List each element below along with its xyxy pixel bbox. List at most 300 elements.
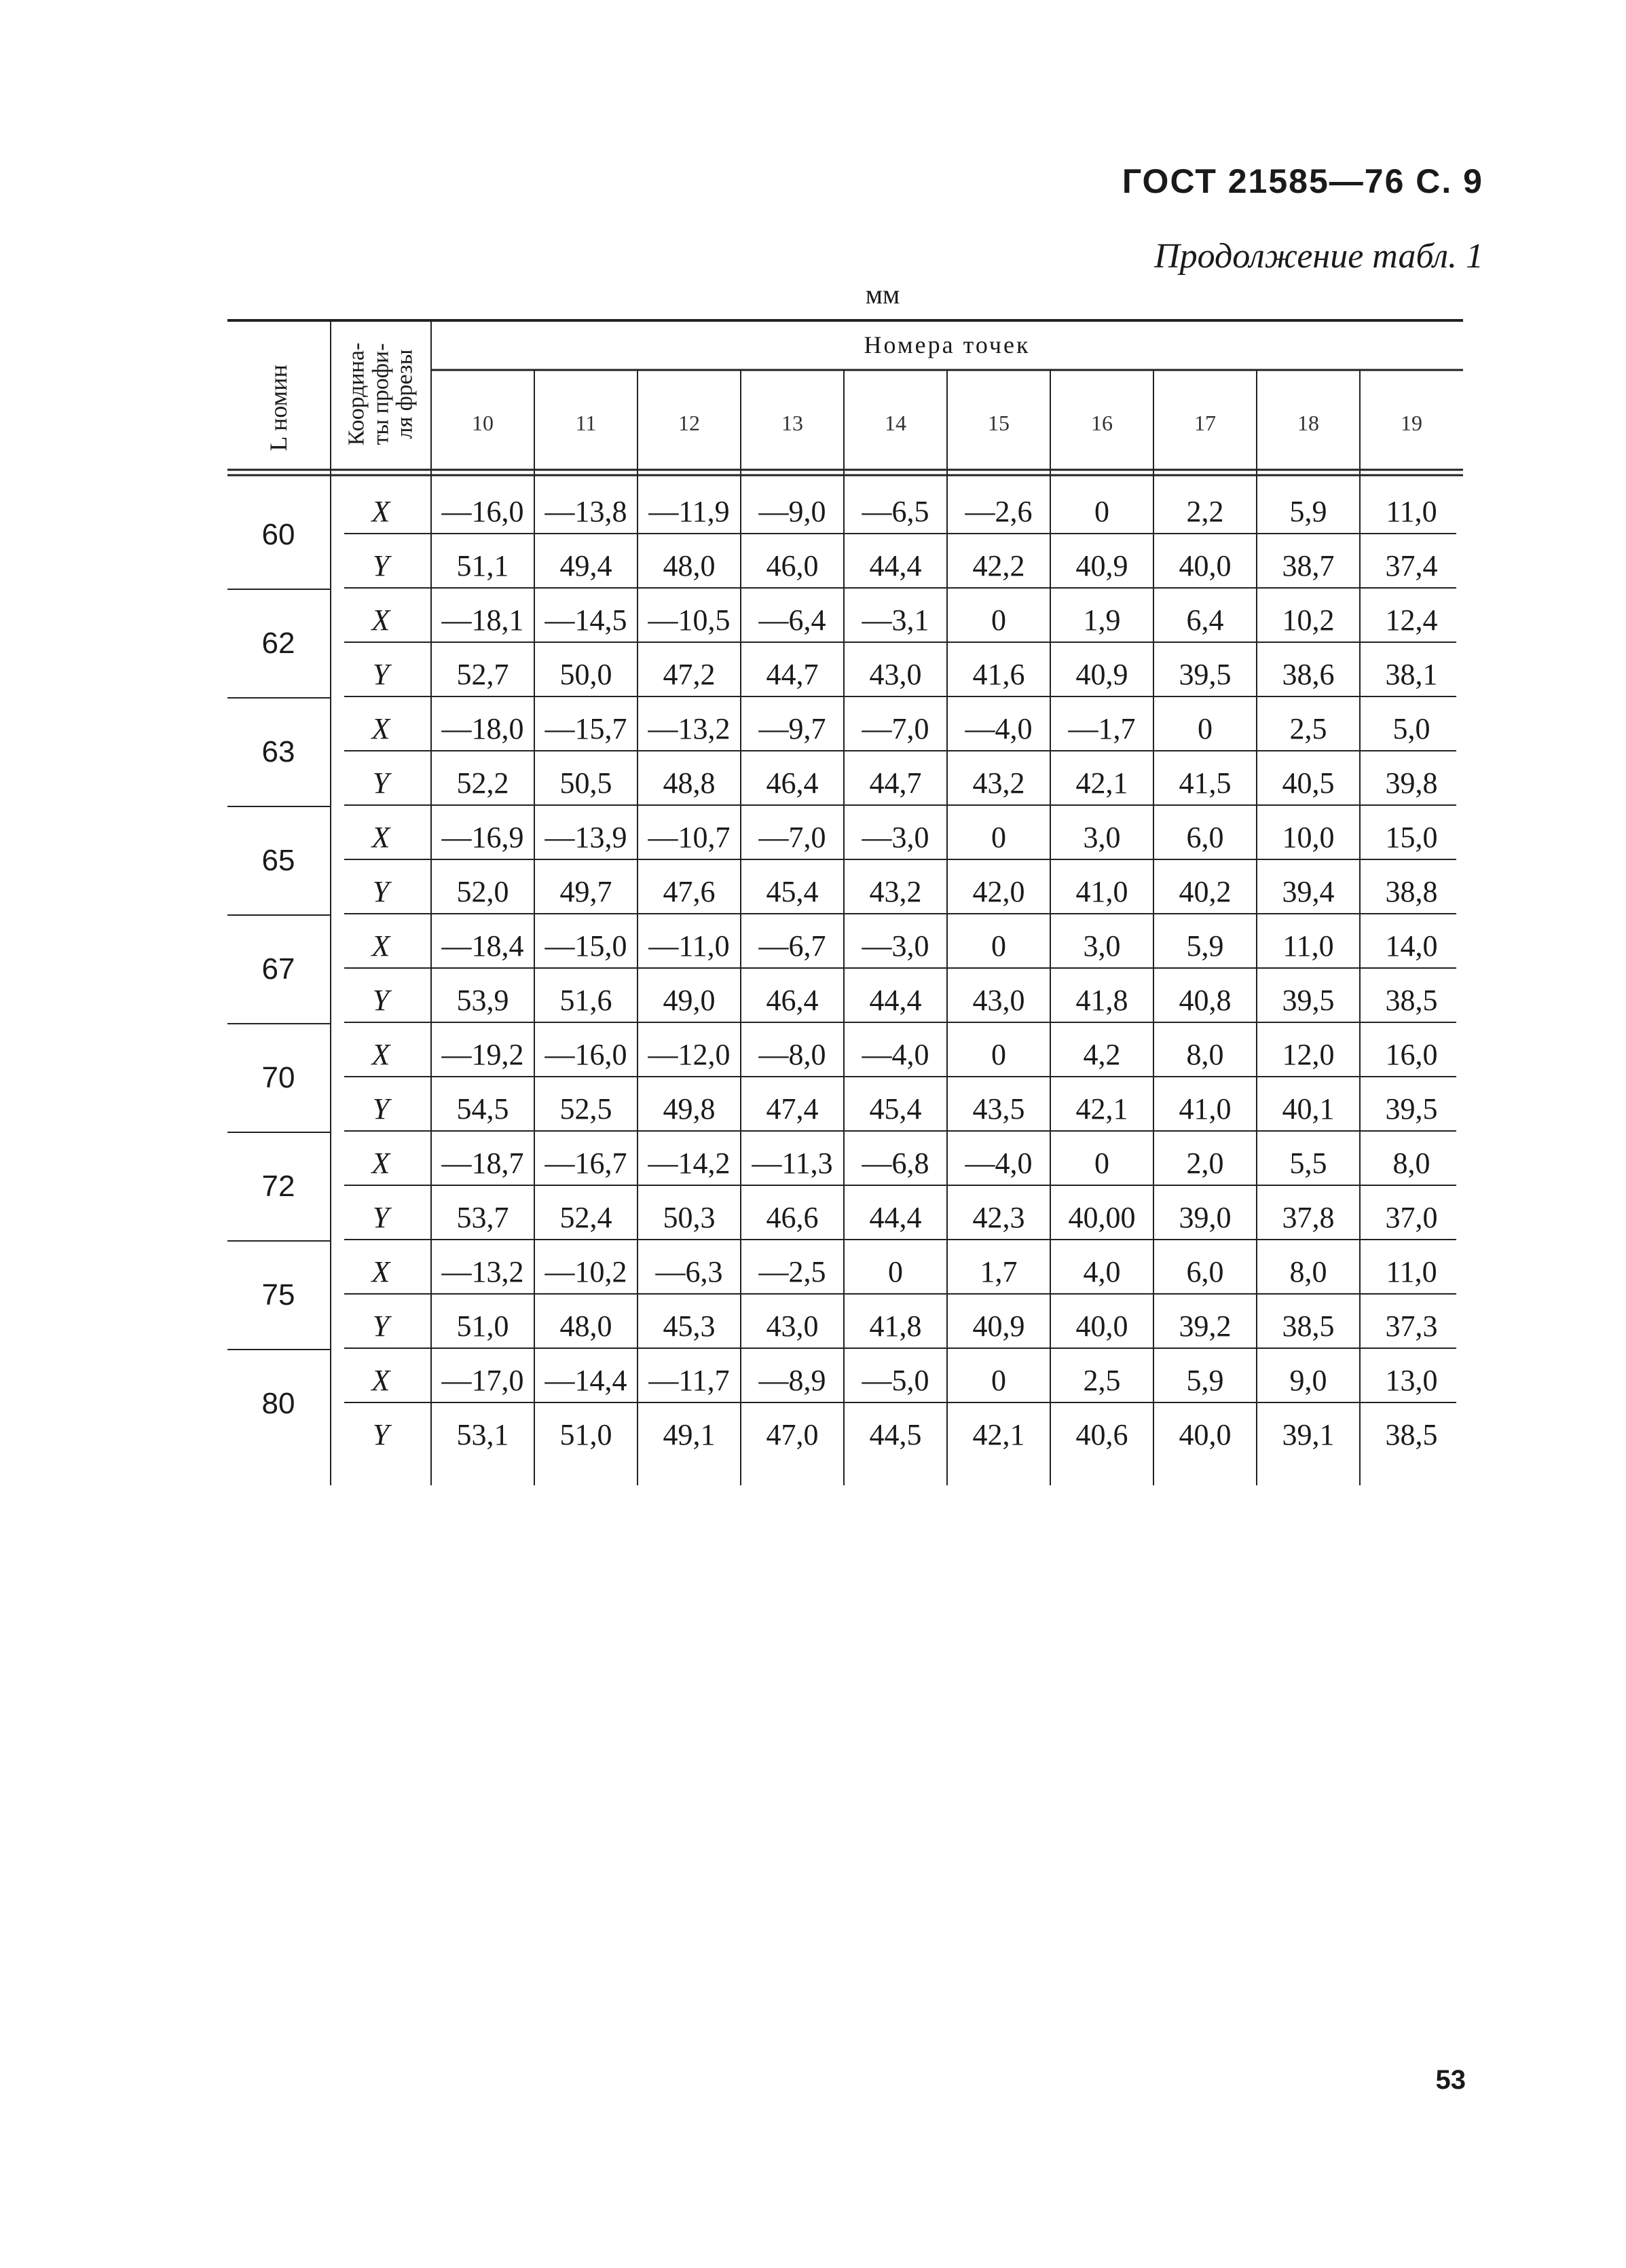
cell-value: 39,2 [1179,1309,1232,1343]
cell-value: 48,8 [663,766,716,800]
cell-value: 44,7 [869,766,922,800]
cell-value: 9,0 [1289,1364,1327,1397]
table-cell [638,973,741,1018]
table-cell [431,593,534,638]
cell-value: —3,0 [862,821,929,854]
point-number-17: 17 [1194,411,1216,435]
table-cell [431,1028,534,1073]
cell-value: —16,0 [544,1038,627,1071]
table-cell [1257,756,1360,801]
cell-value: 41,6 [972,658,1025,691]
cell-value: 40,9 [972,1309,1025,1343]
cell-value: —5,0 [862,1364,929,1397]
table-cell [1257,1354,1360,1398]
table-cell [638,811,741,855]
cell-value: 3,0 [1083,821,1121,854]
table-cell [431,1299,534,1344]
table-cell [638,865,741,910]
cell-value: 49,7 [559,875,612,908]
coordinate-axis-text: X [371,1147,390,1180]
cell-value: 48,0 [663,549,716,582]
table-cell [638,539,741,584]
table-cell [947,539,1050,584]
cell-value: 51,0 [559,1418,612,1451]
coordinate-x-label [331,485,431,529]
cell-value: 2,5 [1083,1364,1121,1397]
table-cell [1257,1136,1360,1181]
cell-value: —6,8 [862,1147,929,1180]
coordinate-axis-text: Y [372,1201,390,1234]
table-cell [1257,1191,1360,1235]
coordinate-y-label [331,1299,431,1344]
table-cell [741,1299,844,1344]
table-cell [534,702,638,747]
cell-value: 10,2 [1282,603,1335,637]
table-cell [1360,1408,1463,1453]
point-number-16: 16 [1091,411,1113,435]
coordinate-y-label [331,756,431,801]
table-cell [1360,485,1463,529]
cell-value: 0 [1094,495,1109,528]
cell-value: —14,4 [544,1364,627,1397]
coordinate-x-label [331,702,431,747]
table-cell [741,1191,844,1235]
cell-value: 52,4 [559,1201,612,1234]
cell-value: 39,1 [1282,1418,1335,1451]
cell-value: 45,4 [869,1092,922,1126]
cell-value: 39,4 [1282,875,1335,908]
table-cell [1257,811,1360,855]
cell-value: 42,1 [972,1418,1025,1451]
point-number-14: 14 [885,411,906,435]
cell-value: 47,0 [766,1418,819,1451]
cell-value: 46,6 [766,1201,819,1234]
table-cell [947,1354,1050,1398]
table-cell [844,1245,947,1290]
table-cell [431,485,534,529]
table-cell [534,973,638,1018]
table-cell [947,593,1050,638]
table-cell [431,756,534,801]
coordinate-axis-text: Y [372,984,390,1017]
table-cell [947,1136,1050,1181]
table-cell [741,702,844,747]
table-cell [534,1191,638,1235]
cell-value: 43,2 [869,875,922,908]
cell-value: 0 [991,821,1006,854]
coordinate-axis-text: X [371,1038,390,1071]
cell-value: —7,0 [758,821,826,854]
cell-value: 0 [888,1255,903,1288]
table-cell [741,539,844,584]
cell-value: 53,1 [456,1418,509,1451]
cell-value: —19,2 [441,1038,524,1071]
cell-value: 45,3 [663,1309,716,1343]
cell-value: 6,4 [1186,603,1224,637]
cell-value: 4,0 [1083,1255,1121,1288]
coordinate-axis-text: Y [372,1092,390,1126]
cell-value: 3,0 [1083,929,1121,963]
table-cell [741,973,844,1018]
table-cell [947,756,1050,801]
table-cell [431,811,534,855]
table-cell [741,648,844,692]
table-cell [1153,593,1257,638]
cell-value: 43,0 [869,658,922,691]
table-cell [1050,539,1153,584]
table-cell [431,1408,534,1453]
table-cell [638,1191,741,1235]
coordinate-y-label [331,539,431,584]
coordinate-header: Координа- ты профи- ля фрезы [344,342,418,446]
table-cell [1153,539,1257,584]
cell-value: 10,0 [1282,821,1335,854]
table-cell [1360,1191,1463,1235]
cell-value: 44,5 [869,1418,922,1451]
table-cell [1050,919,1153,964]
cell-value: 44,4 [869,549,922,582]
coordinate-y-label [331,1408,431,1453]
cell-value: —10,7 [648,821,731,854]
table-cell [534,539,638,584]
cell-value: —17,0 [441,1364,524,1397]
table-cell [741,485,844,529]
table-continuation-label: Продолжение табл. 1 [1154,237,1483,276]
cell-value: 5,5 [1289,1147,1327,1180]
cell-value: 12,0 [1282,1038,1335,1071]
coordinate-axis-text: X [371,712,390,745]
table-cell [534,648,638,692]
cell-value: 41,8 [869,1309,922,1343]
cell-value: —2,5 [758,1255,826,1288]
coordinate-axis-text: Y [372,549,390,582]
point-number-15: 15 [988,411,1010,435]
coordinate-y-label [331,865,431,910]
table-cell [947,919,1050,964]
table-cell [844,973,947,1018]
table-cell [431,1191,534,1235]
cell-value: 0 [991,1038,1006,1071]
cell-value: 42,1 [1075,1092,1128,1126]
cell-value: 52,2 [456,766,509,800]
cell-value: —13,8 [544,495,627,528]
cell-value: —4,0 [965,712,1033,745]
table-cell [534,865,638,910]
cell-value: —6,7 [758,929,826,963]
cell-value: 39,5 [1385,1092,1438,1126]
cell-value: 53,7 [456,1201,509,1234]
cell-value: 49,0 [663,984,716,1017]
table-cell [638,702,741,747]
table-cell [1257,1028,1360,1073]
l-nominal-value: 63 [261,735,295,768]
table-cell [844,1082,947,1127]
table-cell [1257,919,1360,964]
table-cell [534,811,638,855]
table-cell [1257,865,1360,910]
table-cell [1050,1354,1153,1398]
cell-value: 1,7 [980,1255,1018,1288]
cell-value: 37,3 [1385,1309,1438,1343]
cell-value: 49,1 [663,1418,716,1451]
l-nominal-value: 62 [261,627,295,660]
table-cell [431,648,534,692]
table-cell [741,919,844,964]
cell-value: 48,0 [559,1309,612,1343]
cell-value: 42,0 [972,875,1025,908]
cell-value: 6,0 [1186,1255,1224,1288]
cell-value: 51,0 [456,1309,509,1343]
cell-value: 40,0 [1179,549,1232,582]
table-cell [1050,1299,1153,1344]
table-cell [1050,702,1153,747]
table-cell [431,1136,534,1181]
cell-value: 52,7 [456,658,509,691]
cell-value: 44,7 [766,658,819,691]
cell-value: 50,5 [559,766,612,800]
table-cell [1153,1136,1257,1181]
cell-value: 50,0 [559,658,612,691]
l-nominal-value: 67 [261,952,295,986]
cell-value: —16,9 [441,821,524,854]
table-cell [1153,1354,1257,1398]
cell-value: —2,6 [965,495,1033,528]
cell-value: 40,2 [1179,875,1232,908]
cell-value: 40,1 [1282,1092,1335,1126]
table-cell [1360,539,1463,584]
coordinate-axis-text: Y [372,1309,390,1343]
cell-value: 45,4 [766,875,819,908]
table-cell [844,485,947,529]
cell-value: 8,0 [1289,1255,1327,1288]
points-header: Номера точек [864,331,1031,358]
table-cell [844,1136,947,1181]
point-number-10: 10 [472,411,494,435]
table-cell [741,756,844,801]
cell-value: 11,0 [1386,1255,1437,1288]
cell-value: 11,0 [1282,929,1334,963]
cell-value: 0 [991,603,1006,637]
table-cell [1153,485,1257,529]
cell-value: 43,0 [972,984,1025,1017]
cell-value: —8,0 [758,1038,826,1071]
table-cell [534,1245,638,1290]
cell-value: 12,4 [1385,603,1438,637]
table-cell [431,919,534,964]
point-number-11: 11 [575,411,597,435]
table-cell [1360,1245,1463,1290]
table-cell [431,973,534,1018]
cell-value: 39,5 [1282,984,1335,1017]
cell-value: 8,0 [1392,1147,1430,1180]
coordinate-x-label [331,1245,431,1290]
cell-value: 39,8 [1385,766,1438,800]
table-cell [1257,1408,1360,1453]
table-cell [1257,973,1360,1018]
table-cell [534,1136,638,1181]
cell-value: —7,0 [862,712,929,745]
point-number-12: 12 [678,411,700,435]
cell-value: 0 [991,929,1006,963]
table-cell [947,1082,1050,1127]
table-cell [1153,648,1257,692]
table-cell [638,756,741,801]
cell-value: —3,1 [862,603,929,637]
cell-value: 41,0 [1179,1092,1232,1126]
cell-value: 44,4 [869,984,922,1017]
table-cell [1360,1136,1463,1181]
table-cell [844,593,947,638]
table-cell [947,485,1050,529]
table-cell [534,1354,638,1398]
table-cell [741,1082,844,1127]
cell-value: 52,0 [456,875,509,908]
cell-value: 0 [991,1364,1006,1397]
cell-value: 0 [1198,712,1213,745]
table-cell [534,756,638,801]
table-cell [844,811,947,855]
table-cell [844,539,947,584]
coordinate-axis-text: X [371,929,390,963]
coordinate-x-label [331,1354,431,1398]
cell-value: 49,4 [559,549,612,582]
cell-value: 46,4 [766,984,819,1017]
table-cell [1050,593,1153,638]
table-cell [1360,593,1463,638]
table-cell [1153,1299,1257,1344]
cell-value: —13,2 [441,1255,524,1288]
table-cell [947,1191,1050,1235]
l-nominal-value: 80 [261,1387,295,1420]
table-cell [1050,865,1153,910]
table-cell [1360,865,1463,910]
table-cell [638,1028,741,1073]
table-cell [947,702,1050,747]
table-cell [741,1354,844,1398]
table-cell [1360,1354,1463,1398]
cell-value: 38,7 [1282,549,1335,582]
cell-value: —15,7 [544,712,627,745]
cell-value: —11,3 [752,1147,833,1180]
coordinate-axis-text: Y [372,766,390,800]
l-nominal-header: L номин [265,365,293,451]
table-cell [1153,1245,1257,1290]
cell-value: 51,6 [559,984,612,1017]
table-cell [1050,1245,1153,1290]
cell-value: 38,5 [1385,1418,1438,1451]
cell-value: —18,0 [441,712,524,745]
table-cell [1257,539,1360,584]
coordinate-y-label [331,1191,431,1235]
cell-value: 38,1 [1385,658,1438,691]
cell-value: 51,1 [456,549,509,582]
cell-value: 4,2 [1083,1038,1121,1071]
cell-value: —11,7 [648,1364,730,1397]
cell-value: 40,00 [1068,1201,1136,1234]
l-nominal-value: 75 [261,1278,295,1312]
table-cell [741,1136,844,1181]
table-cell [1050,648,1153,692]
table-cell [638,919,741,964]
cell-value: —15,0 [544,929,627,963]
table-cell [534,1028,638,1073]
l-nominal-value: 72 [261,1170,295,1203]
cell-value: 40,9 [1075,549,1128,582]
table-cell [844,702,947,747]
cell-value: 0 [1094,1147,1109,1180]
cell-value: 40,0 [1075,1309,1128,1343]
cell-value: 40,8 [1179,984,1232,1017]
cell-value: —13,2 [648,712,731,745]
table-cell [1050,1082,1153,1127]
cell-value: —18,4 [441,929,524,963]
document-header: ГОСТ 21585—76 С. 9 [1122,162,1483,200]
cell-value: —3,0 [862,929,929,963]
cell-value: 14,0 [1385,929,1438,963]
coordinate-axis-text: X [371,1255,390,1288]
table-cell [844,1191,947,1235]
cell-value: 43,5 [972,1092,1025,1126]
table-cell [844,648,947,692]
cell-value: 1,9 [1083,603,1121,637]
table-cell [844,1299,947,1344]
coordinate-x-label [331,1136,431,1181]
cell-value: 38,5 [1385,984,1438,1017]
table-cell [534,485,638,529]
table-cell [534,593,638,638]
table-cell [1257,485,1360,529]
cell-value: 46,0 [766,549,819,582]
coordinate-x-label [331,593,431,638]
table-cell [1257,1299,1360,1344]
cell-value: 47,2 [663,658,716,691]
table-cell [1050,1408,1153,1453]
table-cell [638,593,741,638]
coordinate-y-label [331,648,431,692]
cell-value: —6,5 [862,495,929,528]
cell-value: 5,0 [1392,712,1430,745]
cell-value: 53,9 [456,984,509,1017]
cell-value: —14,5 [544,603,627,637]
cell-value: 5,9 [1186,929,1224,963]
cell-value: —13,9 [544,821,627,854]
table-cell [1360,1082,1463,1127]
table-cell [1050,1028,1153,1073]
cell-value: 11,0 [1386,495,1437,528]
table-cell [947,973,1050,1018]
table-cell [1153,1408,1257,1453]
cell-value: 41,8 [1075,984,1128,1017]
table-cell [1360,973,1463,1018]
table-cell [1360,702,1463,747]
cell-value: 13,0 [1385,1364,1438,1397]
cell-value: 40,5 [1282,766,1335,800]
table-cell [1257,1082,1360,1127]
cell-value: —16,0 [441,495,524,528]
cell-value: 37,8 [1282,1201,1335,1234]
table-cell [1257,593,1360,638]
table-cell [1050,973,1153,1018]
cell-value: —12,0 [648,1038,731,1071]
table-cell [741,811,844,855]
table-cell [1050,811,1153,855]
table-cell [844,1354,947,1398]
table-cell [947,1245,1050,1290]
cell-value: —6,3 [655,1255,723,1288]
cell-value: 38,6 [1282,658,1335,691]
cell-value: —9,0 [758,495,826,528]
cell-value: 16,0 [1385,1038,1438,1071]
